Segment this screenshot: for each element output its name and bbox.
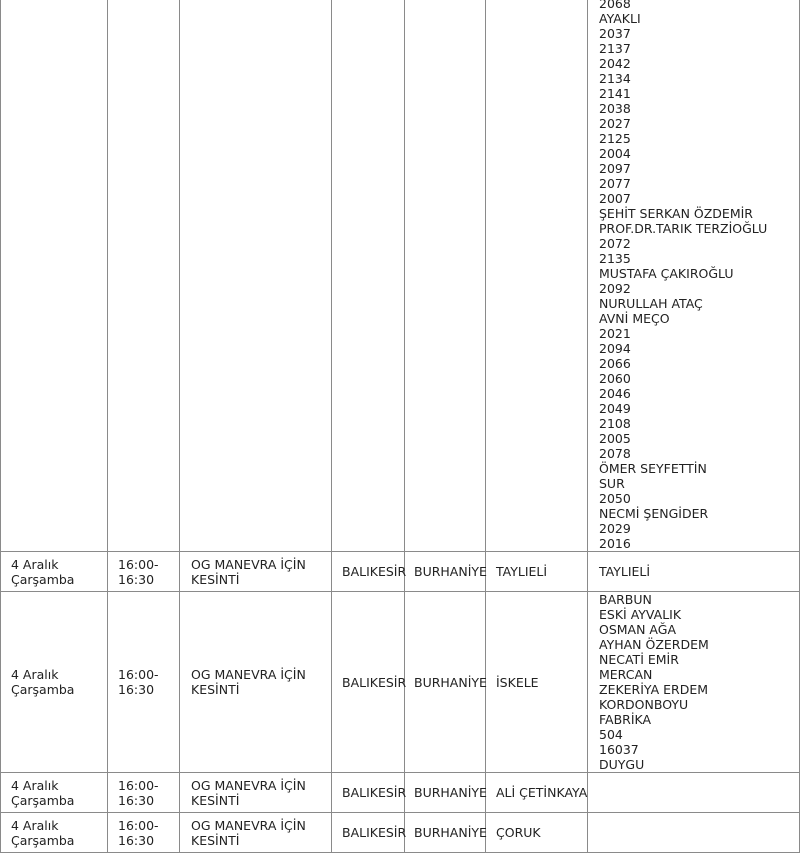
list-item: BARBUN [599, 592, 652, 607]
list-item: SUR [599, 476, 625, 491]
list-item: 2072 [599, 236, 631, 251]
list-item: NURULLAH ATAÇ [599, 296, 703, 311]
list-item: 2137 [599, 41, 631, 56]
list-item: 2038 [599, 101, 631, 116]
reason-cell: OG MANEVRA İÇİN KESİNTİ [191, 817, 306, 848]
list-item: 2141 [599, 86, 631, 101]
time-cell: 16:00- 16:30 [118, 667, 159, 697]
list-item: 2050 [599, 491, 631, 506]
grid-line [799, 0, 800, 853]
list-item: NECATİ EMİR [599, 652, 679, 667]
list-item: 2066 [599, 356, 631, 371]
list-item: 2135 [599, 251, 631, 266]
list-item: 2097 [599, 161, 631, 176]
time-cell: 16:00- 16:30 [118, 556, 159, 587]
province-cell: BALIKESİR [342, 674, 407, 690]
list-item: 2077 [599, 176, 631, 191]
list-item: ÖMER SEYFETTİN [599, 461, 707, 476]
grid-line [331, 0, 332, 853]
list-item: 2060 [599, 371, 631, 386]
list-item: 2021 [599, 326, 631, 341]
province-cell: BALIKESİR [342, 564, 407, 579]
reason-cell: OG MANEVRA İÇİN KESİNTİ [191, 777, 306, 808]
list-item: 2092 [599, 281, 631, 296]
grid-line [107, 0, 108, 853]
list-item: KORDONBOYU [599, 697, 689, 712]
list-item: 2134 [599, 71, 631, 86]
list-item: 504 [599, 727, 623, 742]
street-cell: TAYLIELİ [599, 564, 651, 579]
neighborhood-cell: İSKELE [496, 674, 539, 690]
neighborhood-cell: ALİ ÇETİNKAYA [496, 785, 588, 800]
time-cell: 16:00- 16:30 [118, 817, 159, 848]
list-item: 2037 [599, 26, 631, 41]
district-cell: BURHANİYE [414, 825, 487, 840]
list-item: 2049 [599, 401, 631, 416]
list-item: ZEKERİYA ERDEM [599, 682, 709, 697]
date-cell: 4 Aralık Çarşamba [11, 667, 75, 697]
date-cell: 4 Aralık Çarşamba [11, 556, 75, 587]
list-item: 2029 [599, 521, 631, 536]
list-item: 2108 [599, 416, 631, 431]
list-item: 2042 [599, 56, 631, 71]
list-item: 2068 [599, 0, 631, 11]
list-item: AYHAN ÖZERDEM [599, 637, 709, 652]
street-list [599, 0, 767, 551]
list-item: PROF.DR.TARIK TERZİOĞLU [599, 221, 768, 236]
grid-line [179, 0, 180, 853]
list-item: MERCAN [599, 667, 653, 682]
grid-line [0, 0, 1, 853]
list-item: 2004 [599, 146, 631, 161]
list-item: 2016 [599, 536, 631, 551]
neighborhood-cell: ÇORUK [496, 825, 541, 840]
date-cell: 4 Aralık Çarşamba [11, 777, 75, 808]
time-cell: 16:00- 16:30 [118, 777, 159, 808]
list-item: 2078 [599, 446, 631, 461]
reason-cell: OG MANEVRA İÇİN KESİNTİ [191, 556, 306, 587]
list-item: ŞEHİT SERKAN ÖZDEMİR [599, 206, 753, 221]
province-cell: BALIKESİR [342, 825, 407, 840]
list-item: 2005 [599, 431, 631, 446]
grid-line [587, 0, 588, 853]
list-item: 2046 [599, 386, 631, 401]
list-item: 2027 [599, 116, 631, 131]
street-list [599, 592, 709, 772]
province-cell: BALIKESİR [342, 785, 407, 800]
list-item: NECMİ ŞENGİDER [599, 506, 709, 521]
list-item: 2007 [599, 191, 631, 206]
list-item: OSMAN AĞA [599, 622, 677, 637]
reason-cell: OG MANEVRA İÇİN KESİNTİ [191, 667, 306, 697]
list-item: 16037 [599, 742, 639, 757]
list-item: 2094 [599, 341, 631, 356]
list-item: AYAKLI [599, 11, 641, 26]
list-item: FABRİKA [599, 712, 652, 727]
district-cell: BURHANİYE [414, 564, 487, 579]
date-cell: 4 Aralık Çarşamba [11, 817, 75, 848]
neighborhood-cell: TAYLIELİ [496, 564, 548, 579]
list-item: AVNİ MEÇO [599, 311, 670, 326]
list-item: 2125 [599, 131, 631, 146]
district-cell: BURHANİYE [414, 674, 487, 690]
list-item: DUYGU [599, 757, 645, 772]
district-cell: BURHANİYE [414, 785, 487, 800]
list-item: ESKİ AYVALIK [599, 607, 682, 622]
list-item: MUSTAFA ÇAKIROĞLU [599, 266, 734, 281]
